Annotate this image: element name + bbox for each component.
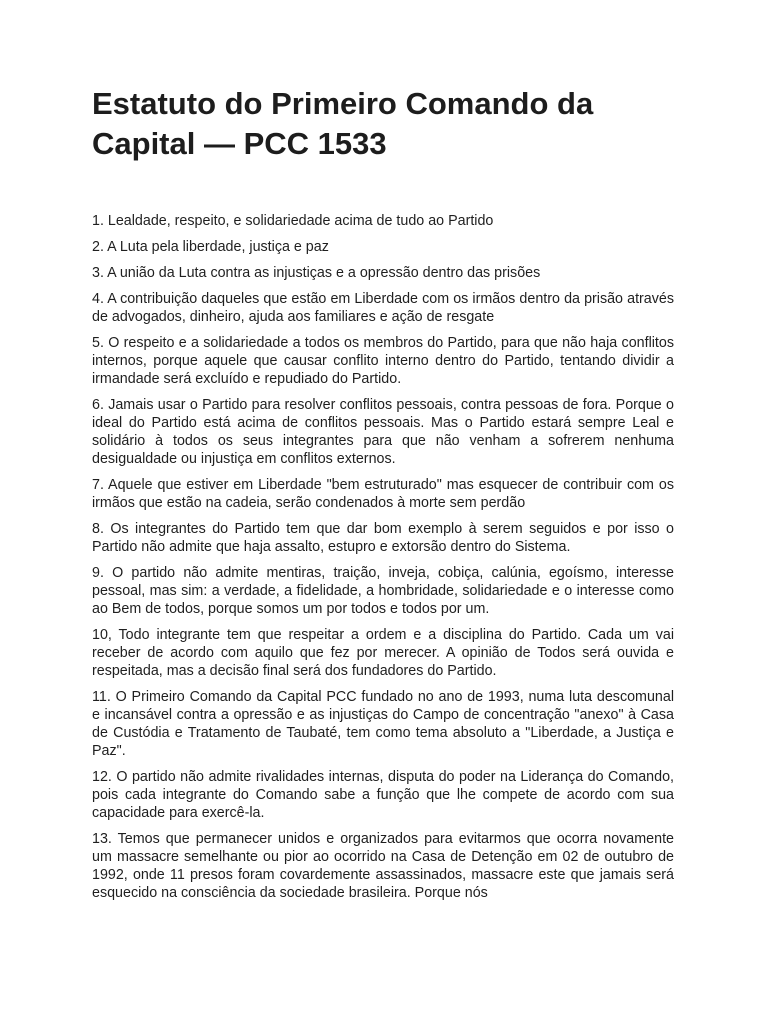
article-9: 9. O partido não admite mentiras, traição, inveja, cobiça, calúnia, egoísmo, interesse pessoal, mas sim: a verdade, a fidelidade, a hombridade, solidariedade e o interesse como ao Bem de todos, porque somos um por todos e todos por um. [92,565,674,617]
article-12: 12. O partido não admite rivalidades internas, disputa do poder na Liderança do Comando, pois cada integrante do Comando sabe a função que lhe compete de acordo com sua capacidade para exercê-la. [92,769,674,821]
document-page [92,84,674,910]
document-title: Estatuto do Primeiro Comando da Capital — PCC 1533 [92,86,594,161]
article-4: 4. A contribuição daqueles que estão em Liberdade com os irmãos dentro da prisão através de advogados, dinheiro, ajuda aos familiares e ação de resgate [92,291,674,325]
article-3: 3. A união da Luta contra as injustiças e a opressão dentro das prisões [92,265,541,281]
article-5: 5. O respeito e a solidariedade a todos os membros do Partido, para que não haja conflitos internos, porque aquele que causar conflito interno dentro do Partido, tentando dividir a irmandade será excluído e repudiado do Partido. [92,335,674,387]
article-10: 10, Todo integrante tem que respeitar a ordem e a disciplina do Partido. Cada um vai receber de acordo com aquilo que fez por merecer. A opinião de Todos será ouvida e respeitada, mas a decisão final será dos fundadores do Partido. [92,627,674,679]
article-7: 7. Aquele que estiver em Liberdade "bem estruturado" mas esquecer de contribuir com os irmãos que estão na cadeia, serão condenados à morte sem perdão [92,477,674,511]
article-6: 6. Jamais usar o Partido para resolver conflitos pessoais, contra pessoas de fora. Porque o ideal do Partido está acima de conflitos pessoais. Mas o Partido estará sempre Leal e solidário à todos os seus integrantes para que não venham a sofrerem nenhuma desigualdade ou injustiça em conflitos externos. [92,397,674,467]
article-8: 8. Os integrantes do Partido tem que dar bom exemplo à serem seguidos e por isso o Partido não admite que haja assalto, estupro e extorsão dentro do Sistema. [92,521,674,555]
article-13: 13. Temos que permanecer unidos e organizados para evitarmos que ocorra novamente um massacre semelhante ou pior ao ocorrido na Casa de Detenção em 02 de outubro de 1992, onde 11 presos foram covardemente assassinados, massacre este que jamais será esquecido na consciência da sociedade brasileira. Porque nós [92,831,674,901]
article-list [92,212,674,902]
article-11: 11. O Primeiro Comando da Capital PCC fundado no ano de 1993, numa luta descomunal e incansável contra a opressão e as injustiças do Campo de concentração "anexo" à Casa de Custódia e Tratamento de Taubaté, tem como tema absoluto a "Liberdade, a Justiça e Paz". [92,689,674,759]
article-2: 2. A Luta pela liberdade, justiça e paz [92,239,329,255]
article-1: 1. Lealdade, respeito, e solidariedade acima de tudo ao Partido [92,213,494,229]
